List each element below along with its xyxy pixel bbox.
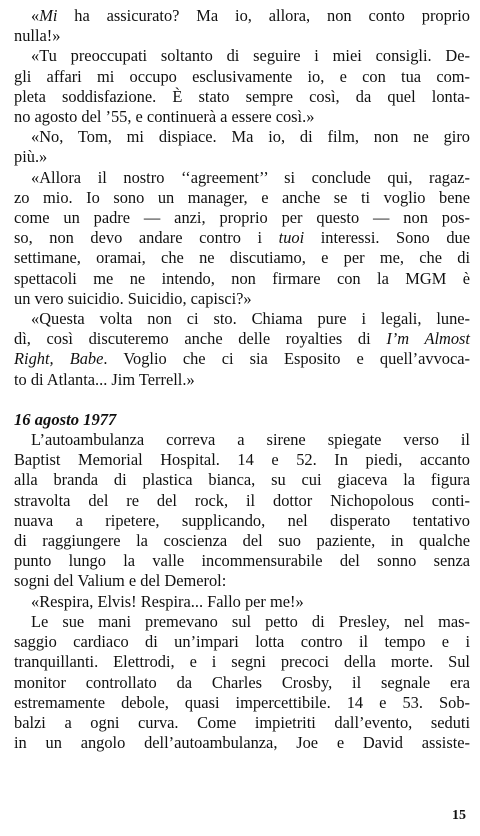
text-line: alla branda di plastica bianca, su cui giaceva la figura [14,470,470,490]
text-line: tranquillanti. Elettrodi, e i segni precoci della morte. Sul [14,652,470,672]
text-line: più.» [14,147,48,167]
text-line: gli affari mi occupo esclusivamente io, e con tua com- [14,66,470,86]
section-gap [14,390,470,410]
text-line: Le sue mani premevano sul petto di Presley, nel mas- [31,611,470,631]
text-line: «No, Tom, mi dispiace. Ma io, di film, non ne giro [31,127,470,147]
text-line: «Tu preoccupati soltanto di seguire i miei consigli. De- [31,46,470,66]
text-line: L’autoambulanza correva a sirene spiegate verso il [31,430,470,450]
text-line: Baptist Memorial Hospital. 14 e 52. In piedi, accanto [14,450,470,470]
text-line: nuava a ripetere, supplicando, nel disperato tentativo [14,510,470,530]
text-line: «Allora il nostro ‘‘agreement’’ si conclude qui, ragaz- [31,167,470,187]
book-page [14,6,470,753]
text-line: un vero suicidio. Suicidio, capisci?» [14,288,252,308]
text-line: nulla!» [14,26,61,46]
text-line: Right, Babe. Voglio che ci sia Esposito e quell’avvoca- [14,349,470,369]
text-line: to di Atlanta... Jim Terrell.» [14,369,195,389]
text-line: punto lungo la valle incommensurabile del sonno senza [14,551,470,571]
text-line: stravolta del re del rock, il dottor Nichopolous conti- [14,490,470,510]
dialogue-section [14,6,470,390]
text-line: no agosto del ’55, e continuerà a essere così.» [14,107,315,127]
text-line: spettacoli me ne intendo, non firmare con la MGM è [14,268,470,288]
text-line: «Questa volta non ci sto. Chiama pure i legali, lune- [31,309,470,329]
section-date-heading: 16 agosto 1977 [14,409,117,429]
text-line: estremamente debole, quasi impercettibile. 14 e 53. Sob- [14,692,470,712]
text-line: sogni del Valium e del Demerol: [14,571,227,591]
text-line: come un padre — anzi, proprio per questo — non pos- [14,208,470,228]
text-line: monitor controllato da Charles Crosby, il segnale era [14,672,470,692]
text-line: pleta soddisfazione. È stato sempre così, da quel lonta- [14,86,470,106]
text-line: «Respira, Elvis! Respira... Fallo per me!» [31,591,304,611]
text-line: zo mio. Io sono un manager, e anche se ti voglio bene [14,187,470,207]
text-line: dì, così discuteremo anche delle royalties di I’m Almost [14,329,470,349]
text-line: saggio cardiaco di un’impari lotta contro il tempo e i [14,632,470,652]
page-number: 15 [452,808,466,823]
text-line: balzi a ogni curva. Come impietriti dall’evento, seduti [14,712,470,732]
text-line: settimane, oramai, che ne discutiamo, e per me, che di [14,248,470,268]
text-line: di raggiungere la coscienza del suo paziente, in qualche [14,531,470,551]
text-line: «Mi ha assicurato? Ma io, allora, non conto proprio [31,6,470,25]
narrative-section [14,430,470,753]
text-line: so, non devo andare contro i tuoi interessi. Sono due [14,228,470,248]
text-line: in un angolo dell’autoambulanza, Joe e David assiste- [14,733,470,753]
